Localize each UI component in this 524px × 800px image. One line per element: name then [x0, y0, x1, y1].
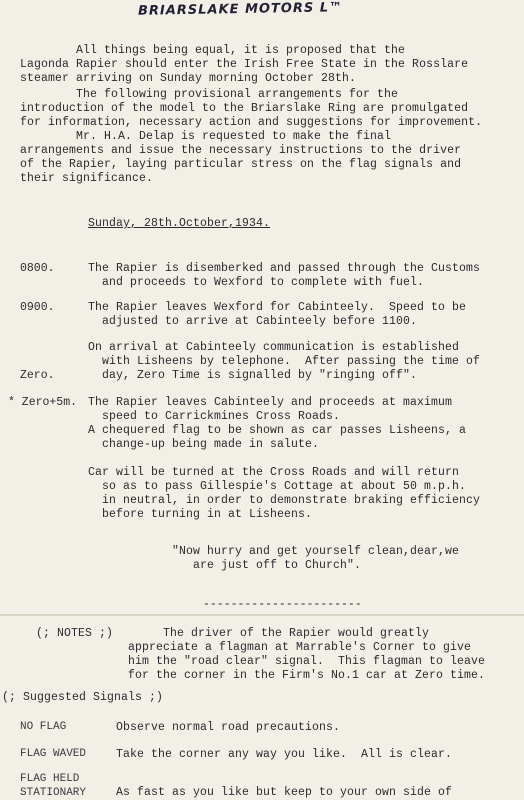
schedule-line: The Rapier leaves Wexford for Cabinteely. Speed to be	[88, 301, 467, 314]
intro-line: Mr. H.A. Delap is requested to make the final	[20, 130, 392, 143]
signal-name: NO FLAG	[20, 721, 67, 733]
signal-meaning: Take the corner any way you like. All is clear.	[116, 748, 453, 761]
divider: -----------------------	[203, 598, 362, 611]
notes-line: for the corner in the Firm's No.1 car at Zero time.	[128, 669, 486, 682]
signal-meaning: As fast as you like but keep to your own side of	[116, 786, 453, 799]
intro-line: Lagonda Rapier should enter the Irish Free State in the Rosslare	[20, 58, 469, 71]
schedule-line: speed to Carrickmines Cross Roads.	[88, 410, 341, 423]
intro-line: arrangements and issue the necessary instructions to the driver	[20, 144, 462, 157]
quote-line: are just off to Church".	[172, 559, 362, 572]
schedule-line: and proceeds to Wexford to complete with fuel.	[88, 276, 425, 289]
schedule-line: day, Zero Time is signalled by "ringing off".	[88, 369, 418, 382]
intro-line: steamer arriving on Sunday morning October 28th.	[20, 72, 357, 85]
notes-line: appreciate a flagman at Marrable's Corner to give	[128, 641, 472, 654]
intro-line: their significance.	[20, 172, 154, 185]
handwritten-header: BRIARSLAKE MOTORS L™	[137, 0, 344, 19]
quote-line: "Now hurry and get yourself clean,dear,we	[172, 545, 460, 558]
schedule-time: 0800.	[20, 262, 55, 275]
date-heading: Sunday, 28th.October,1934.	[88, 217, 271, 230]
schedule-line: Car will be turned at the Cross Roads and will return	[88, 466, 460, 479]
signals-heading: (; Suggested Signals ;)	[2, 691, 164, 704]
schedule-line: The Rapier is disemberked and passed through the Customs	[88, 262, 481, 275]
intro-line: introduction of the model to the Briarslake Ring are promulgated	[20, 102, 469, 115]
notes-line: The driver of the Rapier would greatly	[128, 627, 430, 640]
schedule-time: 0900.	[20, 301, 55, 314]
notes-line: him the "road clear" signal. This flagman to leave	[128, 655, 486, 668]
intro-line: for information, necessary action and suggestions for improvement.	[20, 116, 483, 129]
signal-meaning: Observe normal road precautions.	[116, 721, 341, 734]
schedule-line: change-up being made in salute.	[88, 438, 320, 451]
intro-line: The following provisional arrangements for the	[20, 88, 399, 101]
paper-fold	[0, 614, 524, 616]
notes-label: (; NOTES ;)	[36, 627, 114, 640]
intro-line: of the Rapier, laying particular stress on the flag signals and	[20, 158, 462, 171]
signal-name: FLAG HELD STATIONARY	[20, 773, 87, 799]
schedule-line: so as to pass Gillespie's Cottage at about 50 m.p.h.	[88, 480, 467, 493]
schedule-line: adjusted to arrive at Cabinteely before 1100.	[88, 315, 418, 328]
schedule-line: with Lisheens by telephone. After passing the time of	[88, 355, 481, 368]
schedule-time: * Zero+5m.	[8, 396, 78, 409]
schedule-line: The Rapier leaves Cabinteely and proceeds at maximum	[88, 396, 453, 409]
intro-line: All things being equal, it is proposed that the	[20, 44, 406, 57]
schedule-time: Zero.	[20, 369, 55, 382]
schedule-line: A chequered flag to be shown as car passes Lisheens, a	[88, 424, 467, 437]
signal-name: FLAG WAVED	[20, 748, 87, 760]
schedule-line: before turning in at Lisheens.	[88, 508, 313, 521]
schedule-line: On arrival at Cabinteely communication is established	[88, 341, 460, 354]
schedule-line: in neutral, in order to demonstrate braking efficiency	[88, 494, 481, 507]
